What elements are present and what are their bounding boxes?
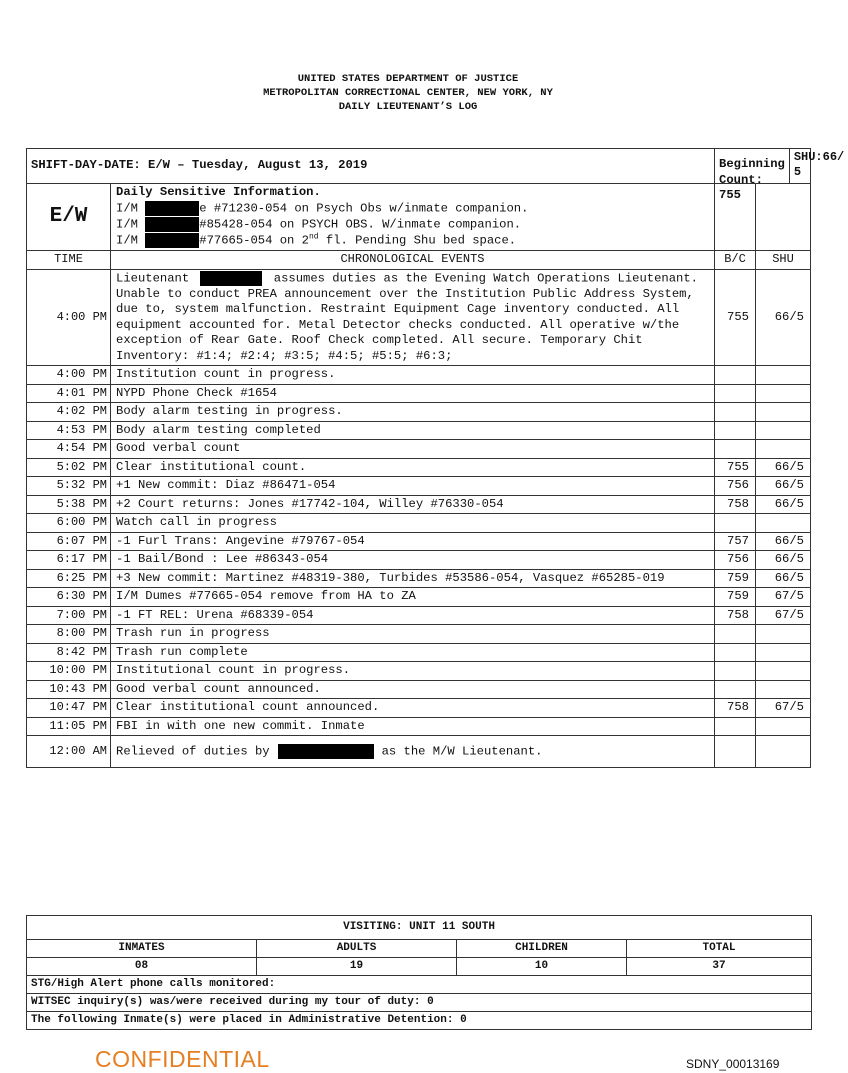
entry-bc [715, 643, 756, 662]
admin-detention-line: The following Inmate(s) were placed in Administrative Detention: 0 [27, 1012, 812, 1030]
col-header-bc: B/C [715, 251, 756, 270]
entry-bc [715, 514, 756, 533]
entry-bc [715, 384, 756, 403]
entry-bc [715, 403, 756, 422]
visiting-title-row [27, 916, 812, 940]
entry-time: 6:30 PM [27, 588, 111, 607]
witsec-row [27, 994, 812, 1012]
sensitive-line-2-prefix: I/M [116, 217, 138, 232]
entry-bc [715, 662, 756, 681]
log-entry-row [27, 403, 811, 422]
shift-day-date: SHIFT-DAY-DATE: E/W – Tuesday, August 13, 2019 [31, 158, 368, 173]
entry-bc [715, 440, 756, 459]
entry-event: FBI in with one new commit. Inmate [111, 717, 715, 736]
col-header-shu: SHU [756, 251, 811, 270]
log-entry-row [27, 477, 811, 496]
entry-time: 6:17 PM [27, 551, 111, 570]
col-header-time: TIME [27, 251, 111, 270]
log-table [26, 148, 845, 768]
visiting-header-cell: ADULTS [257, 940, 457, 958]
sensitive-line-2-text: #85428-054 on PSYCH OBS. W/inmate companion. [199, 217, 522, 232]
entry-time: 5:32 PM [27, 477, 111, 496]
entry-event: Clear institutional count. [111, 458, 715, 477]
visiting-header-row [27, 940, 812, 958]
sensitive-line-1-text: e #71230-054 on Psych Obs w/inmate companion. [199, 201, 529, 216]
entry-event: Institution count in progress. [111, 366, 715, 385]
visiting-title: VISITING: UNIT 11 SOUTH [27, 916, 812, 940]
entry-event: NYPD Phone Check #1654 [111, 384, 715, 403]
log-entry-row [27, 680, 811, 699]
admin-detention-row [27, 1012, 812, 1030]
entry-time: 5:38 PM [27, 495, 111, 514]
log-entry-row [27, 514, 811, 533]
entry-event: Good verbal count announced. [111, 680, 715, 699]
log-entry-row [27, 717, 811, 736]
sensitive-line-3-prefix: I/M [116, 233, 138, 248]
visiting-header-cell: INMATES [27, 940, 257, 958]
entry-time: 5:02 PM [27, 458, 111, 477]
stg-row [27, 976, 812, 994]
log-entry-row [27, 421, 811, 440]
entry-event: -1 Bail/Bond : Lee #86343-054 [111, 551, 715, 570]
entry-bc [715, 736, 756, 768]
entry-event: Watch call in progress [111, 514, 715, 533]
entry-shu: 66/5 [756, 569, 811, 588]
entry-bc [715, 680, 756, 699]
log-entry-row [27, 699, 811, 718]
entry-event: +1 New commit: Diaz #86471-054 [111, 477, 715, 496]
redaction-block [145, 233, 199, 248]
count-shu-cell [715, 149, 845, 202]
entry-bc: 756 [715, 477, 756, 496]
entry-shu [756, 625, 811, 644]
entry-time: 11:05 PM [27, 717, 111, 736]
visiting-table [26, 915, 812, 1030]
entry-bc [715, 717, 756, 736]
entry-shu: 66/5 [756, 458, 811, 477]
entry-bc [715, 366, 756, 385]
entry-shu: 66/5 [756, 495, 811, 514]
witsec-line: WITSEC inquiry(s) was/were received during my tour of duty: 0 [27, 994, 812, 1012]
sensitive-line-2 [116, 217, 710, 233]
bates-number: SDNY_00013169 [686, 1057, 780, 1071]
entry-event: Clear institutional count announced. [111, 699, 715, 718]
entry-time: 7:00 PM [27, 606, 111, 625]
entry-time: 4:01 PM [27, 384, 111, 403]
entry-shu: 67/5 [756, 588, 811, 607]
entry-time: 6:00 PM [27, 514, 111, 533]
entry-time: 4:02 PM [27, 403, 111, 422]
sensitive-info-title: Daily Sensitive Information. [116, 185, 321, 199]
entry-time: 4:00 PM [27, 366, 111, 385]
entry-time: 4:54 PM [27, 440, 111, 459]
entry-time: 10:47 PM [27, 699, 111, 718]
entry-shu [756, 440, 811, 459]
entry-event: -1 FT REL: Urena #68339-054 [111, 606, 715, 625]
visiting-header-cell: TOTAL [627, 940, 812, 958]
sensitive-line-3-text-end: fl. Pending Shu bed space. [318, 233, 517, 248]
log-entry-row [27, 384, 811, 403]
log-entry-row [27, 662, 811, 681]
log-entry-row [27, 551, 811, 570]
entry-event: Institutional count in progress. [111, 662, 715, 681]
entry-bc: 758 [715, 699, 756, 718]
visiting-values-row [27, 958, 812, 976]
visiting-value-cell: 08 [27, 958, 257, 976]
redaction-block [145, 201, 199, 216]
entry-bc [715, 421, 756, 440]
beginning-count: Beginning Count: 755 [719, 157, 785, 202]
col-header-events: CHRONOLOGICAL EVENTS [111, 251, 715, 270]
sensitive-line-3-text: #77665-054 on 2 [199, 233, 309, 248]
header-line-1: UNITED STATES DEPARTMENT OF JUSTICE [297, 73, 519, 85]
header-line-2: METROPOLITAN CORRECTIONAL CENTER, NEW YORK, NY [263, 87, 553, 99]
header-line-3: DAILY LIEUTENANT’S LOG [338, 101, 478, 113]
entry-event: -1 Furl Trans: Angevine #79767-054 [111, 532, 715, 551]
entry-event: +2 Court returns: Jones #17742-104, Willey #76330-054 [111, 495, 715, 514]
entry-shu [756, 643, 811, 662]
entry-bc: 755 [715, 269, 756, 366]
log-entry-row [27, 643, 811, 662]
log-entry-row [27, 569, 811, 588]
redaction-block [278, 744, 374, 759]
sensitive-line-3 [116, 233, 710, 249]
entry-event: Trash run complete [111, 643, 715, 662]
entry-time: 12:00 AM [27, 736, 111, 768]
entry-shu: 66/5 [756, 269, 811, 366]
entry-bc: 759 [715, 569, 756, 588]
entry-bc: 759 [715, 588, 756, 607]
sensitive-line-3-sup: nd [309, 232, 319, 242]
shu-top-count: SHU:66/ 5 [789, 149, 848, 183]
entry-event: I/M Dumes #77665-054 remove from HA to ZA [111, 588, 715, 607]
sensitive-info-cell [111, 184, 715, 251]
entry-bc: 758 [715, 495, 756, 514]
log-entry-row [27, 532, 811, 551]
entry-event: Trash run in progress [111, 625, 715, 644]
entry-bc: 758 [715, 606, 756, 625]
entry-shu [756, 384, 811, 403]
entry-shu: 66/5 [756, 477, 811, 496]
log-entry-row [27, 366, 811, 385]
log-entry-first [27, 269, 811, 366]
sensitive-shu-cell [756, 184, 811, 251]
top-info-row [27, 149, 811, 184]
document-header [0, 72, 816, 114]
entry-bc: 756 [715, 551, 756, 570]
visiting-value-cell: 37 [627, 958, 812, 976]
confidential-stamp: CONFIDENTIAL [95, 1046, 270, 1072]
visiting-header-cell: CHILDREN [457, 940, 627, 958]
ew-badge: E/W [27, 184, 111, 251]
entry-time: 4:00 PM [27, 269, 111, 366]
entry-event: +3 New commit: Martinez #48319-380, Turbides #53586-054, Vasquez #65285-019 [111, 569, 715, 588]
visiting-value-cell: 10 [457, 958, 627, 976]
entry-shu [756, 662, 811, 681]
entry-shu: 67/5 [756, 699, 811, 718]
entry-shu [756, 421, 811, 440]
entry-shu: 67/5 [756, 606, 811, 625]
redaction-block [145, 217, 199, 232]
column-header-row [27, 251, 811, 270]
log-entry-row [27, 458, 811, 477]
sensitive-line-1 [116, 201, 710, 217]
log-entry-row [27, 606, 811, 625]
entry-shu [756, 680, 811, 699]
entry-event: Body alarm testing completed [111, 421, 715, 440]
entry-shu [756, 736, 811, 768]
entry-shu [756, 366, 811, 385]
entry-time: 8:42 PM [27, 643, 111, 662]
first-entry-text: assumes duties as the Evening Watch Operations Lieutenant. Unable to conduct PREA announcement over the Institution Public Address System, due to, system malfunction. Restraint Equipment Cage inventory conducted. All equipment accounted for. Metal Detector checks conducted. All operative w/the exception of Rear Gate. Roof Check completed. All secure. Temporary Chit Inventory: #1:4; #2:4; #3:5; #4:5; #5:5; #6:3; [116, 271, 698, 363]
entry-time: 4:53 PM [27, 421, 111, 440]
relieved-suffix: as the M/W Lieutenant. [381, 744, 543, 759]
entry-shu [756, 717, 811, 736]
log-entry-row [27, 588, 811, 607]
log-entry-row [27, 495, 811, 514]
log-entry-last [27, 736, 811, 768]
entry-time: 6:25 PM [27, 569, 111, 588]
entry-event: Good verbal count [111, 440, 715, 459]
entry-shu: 66/5 [756, 532, 811, 551]
entry-event: Body alarm testing in progress. [111, 403, 715, 422]
entry-time: 10:00 PM [27, 662, 111, 681]
sensitive-info-row [27, 184, 811, 251]
entry-shu [756, 403, 811, 422]
entry-bc: 755 [715, 458, 756, 477]
stg-line: STG/High Alert phone calls monitored: [27, 976, 812, 994]
entry-event [111, 269, 715, 366]
relieved-prefix: Relieved of duties by [116, 744, 270, 759]
shift-day-date-cell [27, 149, 715, 184]
log-entry-row [27, 440, 811, 459]
entry-shu: 66/5 [756, 551, 811, 570]
entry-time: 6:07 PM [27, 532, 111, 551]
entry-event [111, 736, 715, 768]
sensitive-line-1-prefix: I/M [116, 201, 138, 216]
lieutenant-prefix: Lieutenant [116, 271, 190, 286]
visiting-value-cell: 19 [257, 958, 457, 976]
entry-time: 8:00 PM [27, 625, 111, 644]
log-entry-row [27, 625, 811, 644]
entry-time: 10:43 PM [27, 680, 111, 699]
redaction-block [200, 271, 262, 286]
entry-bc [715, 625, 756, 644]
entry-shu [756, 514, 811, 533]
entry-bc: 757 [715, 532, 756, 551]
